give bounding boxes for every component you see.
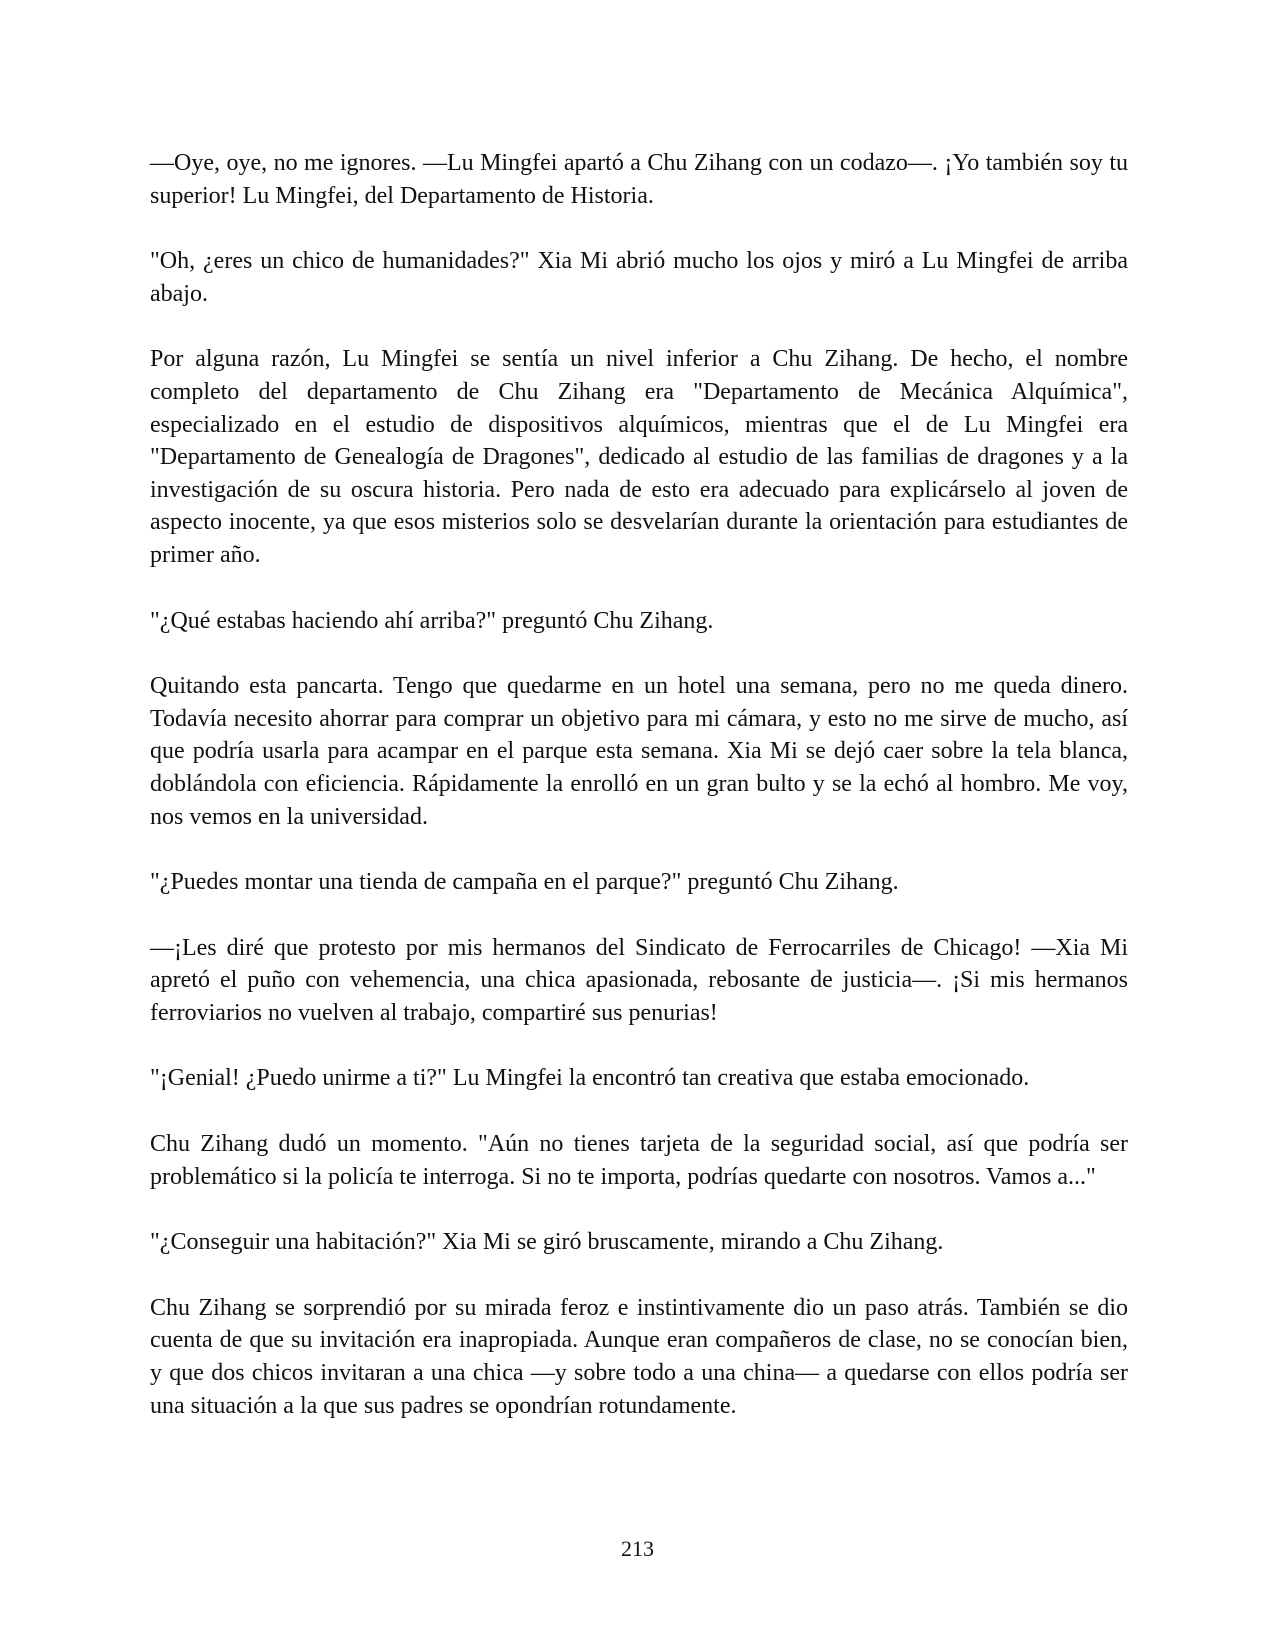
paragraph-3: Por alguna razón, Lu Mingfei se sentía un nivel inferior a Chu Zihang. De hecho, el nombre completo del departamento de Chu Zihang era "Departamento de Mecánica Alquímica", especializado en el estudio de dispositivos alquímicos, mientras que el de Lu Mingfei era "Departamento de Genealogía de Dragones", dedicado al estudio de las familias de dragones y a la investigación de su oscura historia. Pero nada de esto era adecuado para explicárselo al joven de aspecto inocente, ya que esos misterios solo se desvelarían durante la orientación para estudiantes de primer año. <box>150 346 1128 568</box>
paragraph-7: —¡Les diré que protesto por mis hermanos del Sindicato de Ferrocarriles de Chicago! —Xia Mi apretó el puño con vehemencia, una chica apasionada, rebosante de justicia—. ¡Si mis hermanos ferroviarios no vuelven al trabajo, compartiré sus penurias! <box>150 934 1128 1026</box>
paragraph-4: "¿Qué estabas haciendo ahí arriba?" preguntó Chu Zihang. <box>150 607 714 634</box>
page-body <box>150 147 1128 1455</box>
paragraph-6: "¿Puedes montar una tienda de campaña en el parque?" preguntó Chu Zihang. <box>150 869 899 896</box>
paragraph-1: —Oye, oye, no me ignores. —Lu Mingfei apartó a Chu Zihang con un codazo—. ¡Yo también soy tu superior! Lu Mingfei, del Departamento de Historia. <box>150 150 1128 209</box>
paragraph-11: Chu Zihang se sorprendió por su mirada feroz e instintivamente dio un paso atrás. También se dio cuenta de que su invitación era inapropiada. Aunque eran compañeros de clase, no se conocían bien, y que dos chicos invitaran a una chica —y sobre todo a una china— a quedarse con ellos podría ser una situación a la que sus padres se opondrían rotundamente. <box>150 1294 1128 1419</box>
paragraph-5: Quitando esta pancarta. Tengo que quedarme en un hotel una semana, pero no me queda dinero. Todavía necesito ahorrar para comprar un objetivo para mi cámara, y esto no me sirve de mucho, así que podría usarla para acampar en el parque esta semana. Xia Mi se dejó caer sobre la tela blanca, doblándola con eficiencia. Rápidamente la enrolló en un gran bulto y se la echó al hombro. Me voy, nos vemos en la universidad. <box>150 673 1128 830</box>
page-number: 213 <box>621 1536 654 1561</box>
paragraph-10: "¿Conseguir una habitación?" Xia Mi se giró bruscamente, mirando a Chu Zihang. <box>150 1229 944 1256</box>
paragraph-8: "¡Genial! ¿Puedo unirme a ti?" Lu Mingfei la encontró tan creativa que estaba emocionado. <box>150 1065 1030 1092</box>
paragraph-9: Chu Zihang dudó un momento. "Aún no tienes tarjeta de la seguridad social, así que podría ser problemático si la policía te interroga. Si no te importa, podrías quedarte con nosotros. Vamos a..." <box>150 1131 1128 1190</box>
paragraph-2: "Oh, ¿eres un chico de humanidades?" Xia Mi abrió mucho los ojos y miró a Lu Mingfei de arriba abajo. <box>150 248 1128 307</box>
